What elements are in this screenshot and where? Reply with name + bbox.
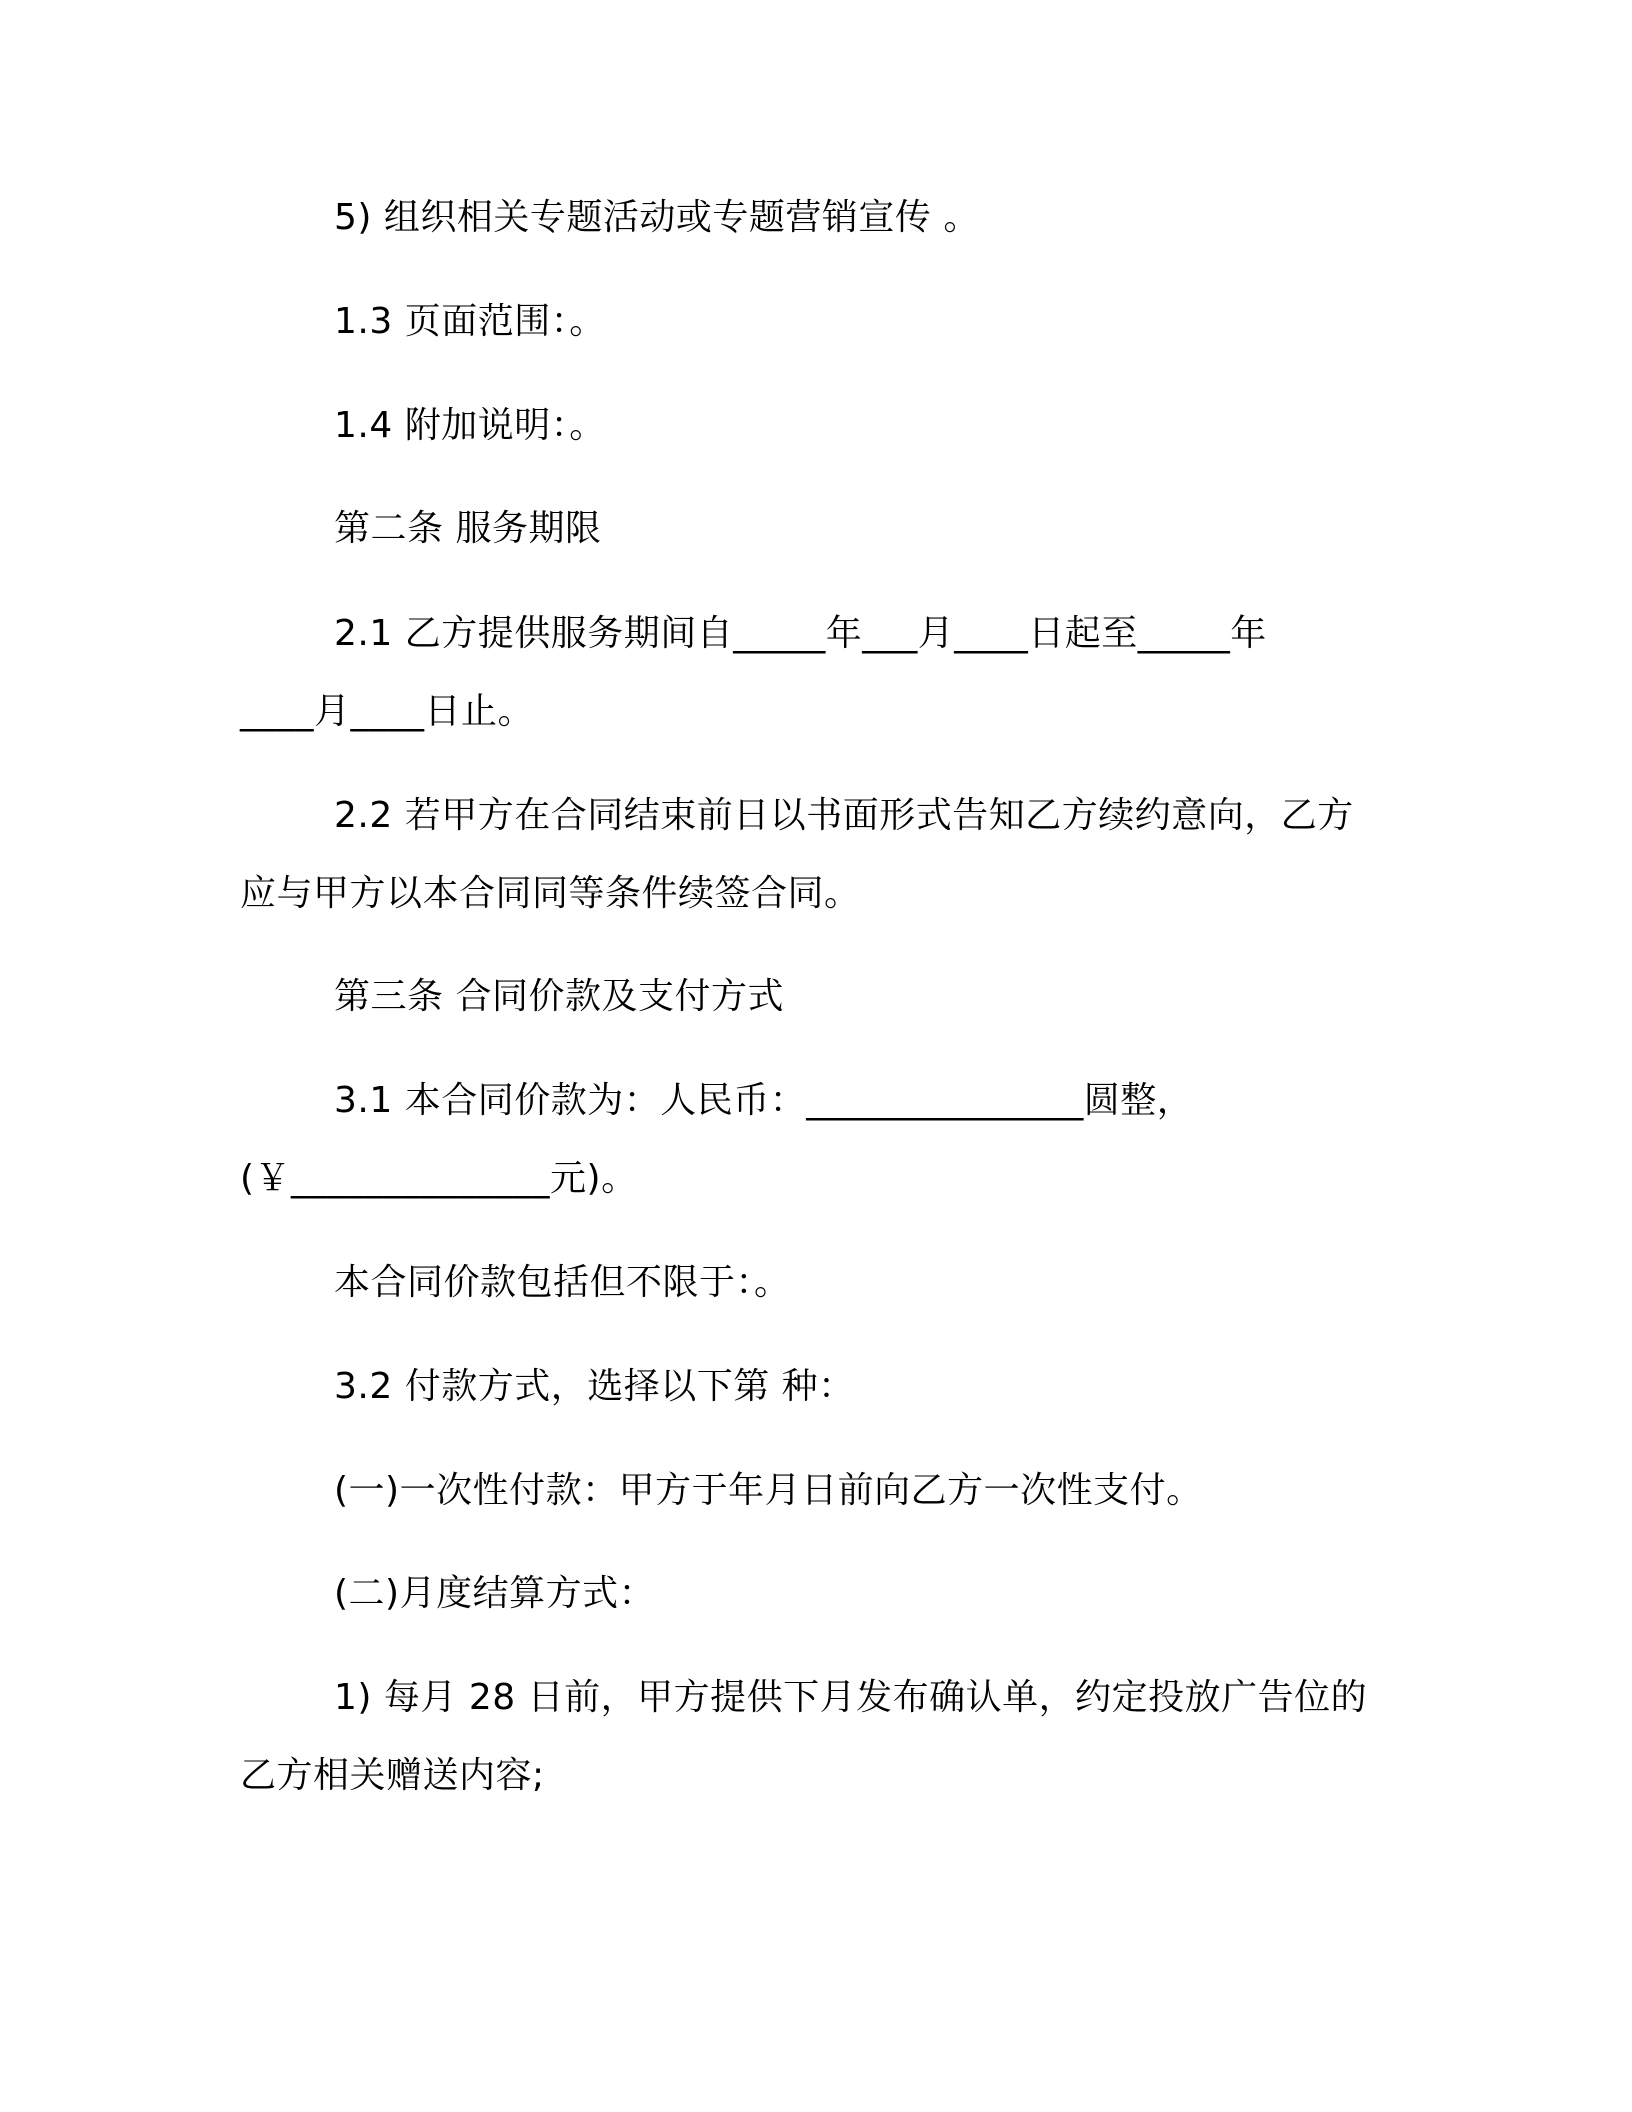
section-heading-article-3: 第三条 合同价款及支付方式 (334, 976, 784, 1017)
list-item-5: 5) 组织相关专题活动或专题营销宣传 。 (334, 197, 980, 238)
price-includes-text: 本合同价款包括但不限于：。 (334, 1262, 791, 1303)
clause-3-1-line-1: 3.1 本合同价款为：人民币：_______________圆整， (334, 1080, 1194, 1121)
clause-3-1-line-2: (￥______________元)。 (240, 1158, 638, 1199)
clause-2-1-line-2: ____月____日止。 (240, 691, 535, 732)
clause-2-1-line-1: 2.1 乙方提供服务期间自_____年___月____日起至_____年 (334, 613, 1267, 654)
monthly-item-1-line-2: 乙方相关赠送内容; (240, 1755, 545, 1796)
clause-2-2-line-1: 2.2 若甲方在合同结束前日以书面形式告知乙方续约意向，乙方 (334, 795, 1354, 836)
clause-1-3-page-scope: 1.3 页面范围：。 (334, 301, 606, 342)
clause-2-2-line-2: 应与甲方以本合同同等条件续签合同。 (240, 873, 861, 914)
payment-option-1: (一)一次性付款：甲方于年月日前向乙方一次性支付。 (334, 1470, 1203, 1511)
payment-option-2: (二)月度结算方式： (334, 1573, 656, 1614)
clause-1-4-notes: 1.4 附加说明：。 (334, 405, 606, 446)
clause-3-2-payment-method: 3.2 付款方式，选择以下第 种： (334, 1366, 855, 1407)
monthly-item-1-line-1: 1) 每月 28 日前，甲方提供下月发布确认单，约定投放广告位的 (334, 1677, 1368, 1718)
section-heading-article-2: 第二条 服务期限 (334, 508, 602, 549)
